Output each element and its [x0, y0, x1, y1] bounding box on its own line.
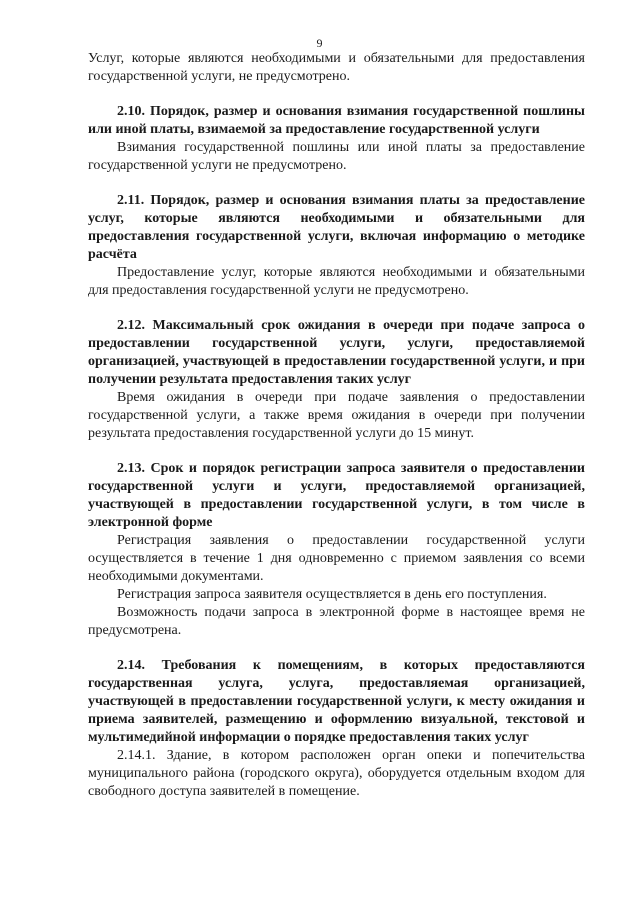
page-number: 9: [316, 36, 323, 50]
section-heading-2-13: 2.13. Срок и порядок регистрации запроса заявителя о предоставлении государственной услуги и услуги, предоставляемой организацией, участвующей в предоставлении государственной услуги, в том числе в электронной форме: [88, 461, 585, 530]
section-paragraph: Взимания государственной пошлины или иной платы за предоставление государственной услуги не предусмотрено.: [88, 140, 585, 173]
section-paragraph: Время ожидания в очереди при подаче заявления о предоставлении государственной услуги, а также время ожидания в очереди при получении результата предоставления государственной услуги до 15 минут.: [88, 390, 585, 441]
document-body: [88, 50, 585, 801]
section-paragraph: 2.14.1. Здание, в котором расположен орган опеки и попечительства муниципального района (городского округа), оборудуется отдельным входом для свободного доступа заявителей в помещение.: [88, 748, 585, 799]
section-paragraph: Предоставление услуг, которые являются необходимыми и обязательными для предоставления государственной услуги не предусмотрено.: [88, 265, 585, 298]
section-paragraph: Регистрация запроса заявителя осуществляется в день его поступления.: [117, 587, 547, 602]
section-paragraph: Возможность подачи запроса в электронной форме в настоящее время не предусмотрена.: [88, 605, 585, 638]
intro-paragraph: Услуг, которые являются необходимыми и обязательными для предоставления государственной услуги, не предусмотрено.: [88, 51, 585, 84]
section-heading-2-10: 2.10. Порядок, размер и основания взимания государственной пошлины или иной платы, взимаемой за предоставление государственной услуги: [88, 104, 585, 137]
section-paragraph: Регистрация заявления о предоставлении государственной услуги осуществляется в течение 1 дня одновременно с приемом заявления со всеми необходимыми документами.: [88, 533, 585, 584]
section-heading-2-14: 2.14. Требования к помещениям, в которых предоставляются государственная услуга, услуга, предоставляемая организацией, участвующей в предоставлении государственной услуги, к месту ожидания и приема заявителей, размещению и оформлению визуальной, текстовой и мультимедийной информации о порядке предоставления таких услуг: [88, 658, 585, 745]
section-heading-2-11: 2.11. Порядок, размер и основания взимания платы за предоставление услуг, которые являются необходимыми и обязательными для предоставления государственной услуги, включая информацию о методике расчёта: [88, 193, 585, 262]
section-heading-2-12: 2.12. Максимальный срок ожидания в очереди при подаче запроса о предоставлении государственной услуги, услуги, предоставляемой организацией, участвующей в предоставлении государственной услуги, и при получении результата предоставления таких услуг: [88, 318, 585, 387]
